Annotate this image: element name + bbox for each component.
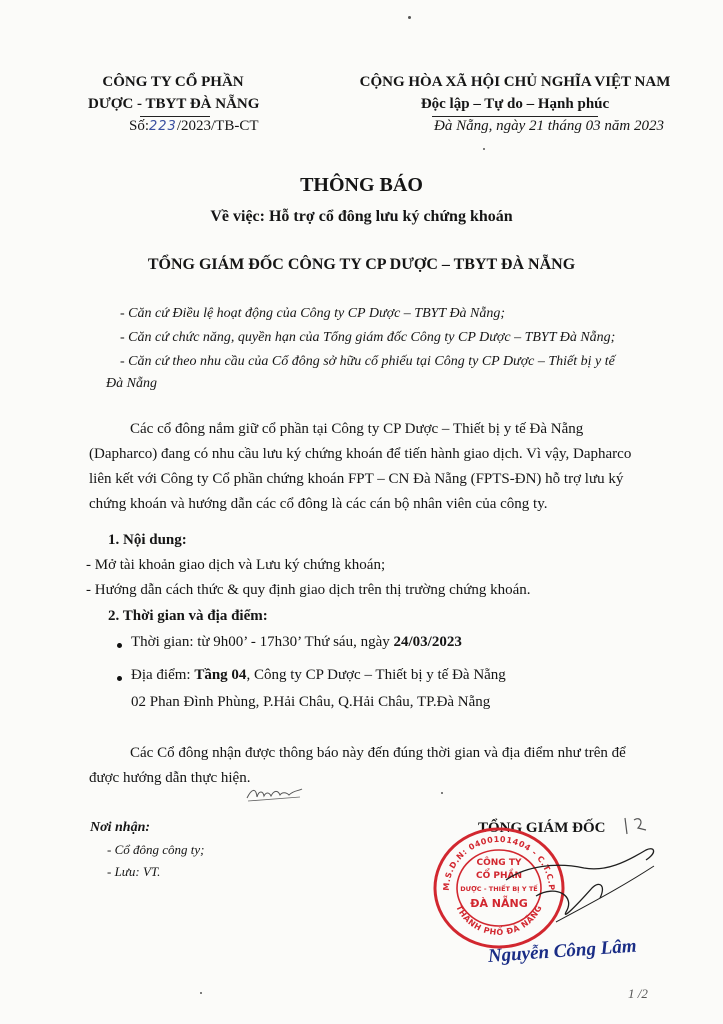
seal-line-3: DƯỢC - THIẾT BỊ Y TẾ xyxy=(460,885,538,893)
legal-basis-1: - Căn cứ Điều lệ hoạt động của Công ty CP Dược – TBYT Đà Nẵng; xyxy=(120,306,506,321)
event-place: Địa điểm: Tầng 04, Công ty CP Dược – Thiết bị y tế Đà Nẵng xyxy=(131,667,506,683)
company-name-line1: CÔNG TY CỔ PHẦN xyxy=(102,74,244,90)
closing-line-1: Các Cổ đông nhận được thông báo này đến đúng thời gian và địa điểm như trên để xyxy=(130,745,626,761)
seal-ring-bottom: THÀNH PHỐ ĐÀ NẴNG xyxy=(454,903,544,937)
bullet-place xyxy=(117,676,122,681)
scan-speck xyxy=(441,792,443,794)
bullet-time xyxy=(117,643,122,648)
legal-basis-2: - Căn cứ chức năng, quyền hạn của Tổng giám đốc Công ty CP Dược – TBYT Đà Nẵng; xyxy=(120,330,616,345)
closing-line-2: được hướng dẫn thực hiện. xyxy=(89,770,251,786)
national-motto: Độc lập – Tự do – Hạnh phúc xyxy=(420,96,610,112)
intro-line-2: (Dapharco) đang có nhu cầu lưu ký chứng khoán để tiến hành giao dịch. Vì vậy, Dapharco xyxy=(89,446,632,462)
signer-position: TỔNG GIÁM ĐỐC xyxy=(478,820,606,836)
document-title: THÔNG BÁO xyxy=(300,174,423,196)
initials-scribble xyxy=(244,784,306,804)
motto-underline xyxy=(432,116,598,117)
handwritten-number: 223 xyxy=(149,119,177,134)
section-1-item-2: - Hướng dẫn cách thức & quy định giao dịch trên thị trường chứng khoán. xyxy=(86,582,531,598)
intro-line-1: Các cổ đông nắm giữ cổ phần tại Công ty CP Dược – Thiết bị y tế Đà Nẵng xyxy=(130,421,584,437)
intro-line-3: liên kết với Công ty Cổ phần chứng khoán FPT – CN Đà Nẵng (FPTS-ĐN) hỗ trợ lưu ký xyxy=(89,471,624,487)
recipients-heading: Nơi nhận: xyxy=(90,820,151,835)
signer-name: Nguyễn Công Lâm xyxy=(487,935,638,967)
seal-ring-top: M.S.D.N: 0400101404 - C.T.C.P xyxy=(441,834,557,891)
issuer-heading: TỔNG GIÁM ĐỐC CÔNG TY CP DƯỢC – TBYT ĐÀ NẴNG xyxy=(147,256,576,273)
seal-line-2: CỔ PHẦN xyxy=(475,871,522,881)
section-2-heading: 2. Thời gian và địa điểm: xyxy=(108,608,268,624)
legal-basis-3-cont: Đà Nẵng xyxy=(106,376,157,391)
scan-speck xyxy=(408,16,411,19)
document-number: Số:223/2023/TB-CT xyxy=(129,118,259,134)
recipient-2: - Lưu: VT. xyxy=(107,864,161,879)
section-1-item-1: - Mở tài khoản giao dịch và Lưu ký chứng khoán; xyxy=(86,557,386,573)
page-number: 1 /2 xyxy=(628,986,648,1001)
document-subject: Về việc: Hỗ trợ cổ đông lưu ký chứng khoán xyxy=(210,208,513,225)
event-time: Thời gian: từ 9h00’ - 17h30’ Thứ sáu, ngày 24/03/2023 xyxy=(131,634,462,650)
handwritten-signature xyxy=(496,826,666,946)
scan-speck xyxy=(483,148,485,150)
place-date: Đà Nẵng, ngày 21 tháng 03 năm 2023 xyxy=(434,118,664,134)
seal-line-4: ĐÀ NẴNG xyxy=(470,897,528,910)
legal-basis-3: - Căn cứ theo nhu cầu của Cổ đông sở hữu cổ phiếu tại Công ty CP Dược – Thiết bị y tế xyxy=(120,354,615,369)
company-underline xyxy=(140,116,210,117)
republic-name: CỘNG HÒA XÃ HỘI CHỦ NGHĨA VIỆT NAM xyxy=(359,74,671,90)
section-1-heading: 1. Nội dung: xyxy=(108,532,187,548)
intro-line-4: chứng khoán và hướng dẫn các cổ đông là các cán bộ nhân viên của công ty. xyxy=(89,496,548,512)
seal-line-1: CÔNG TY xyxy=(476,858,522,868)
scan-speck xyxy=(200,992,202,994)
recipient-1: - Cổ đông công ty; xyxy=(107,842,205,857)
company-name-line2: DƯỢC - TBYT ĐÀ NẴNG xyxy=(88,96,260,112)
event-address: 02 Phan Đình Phùng, P.Hải Châu, Q.Hải Châu, TP.Đà Nẵng xyxy=(131,694,491,710)
